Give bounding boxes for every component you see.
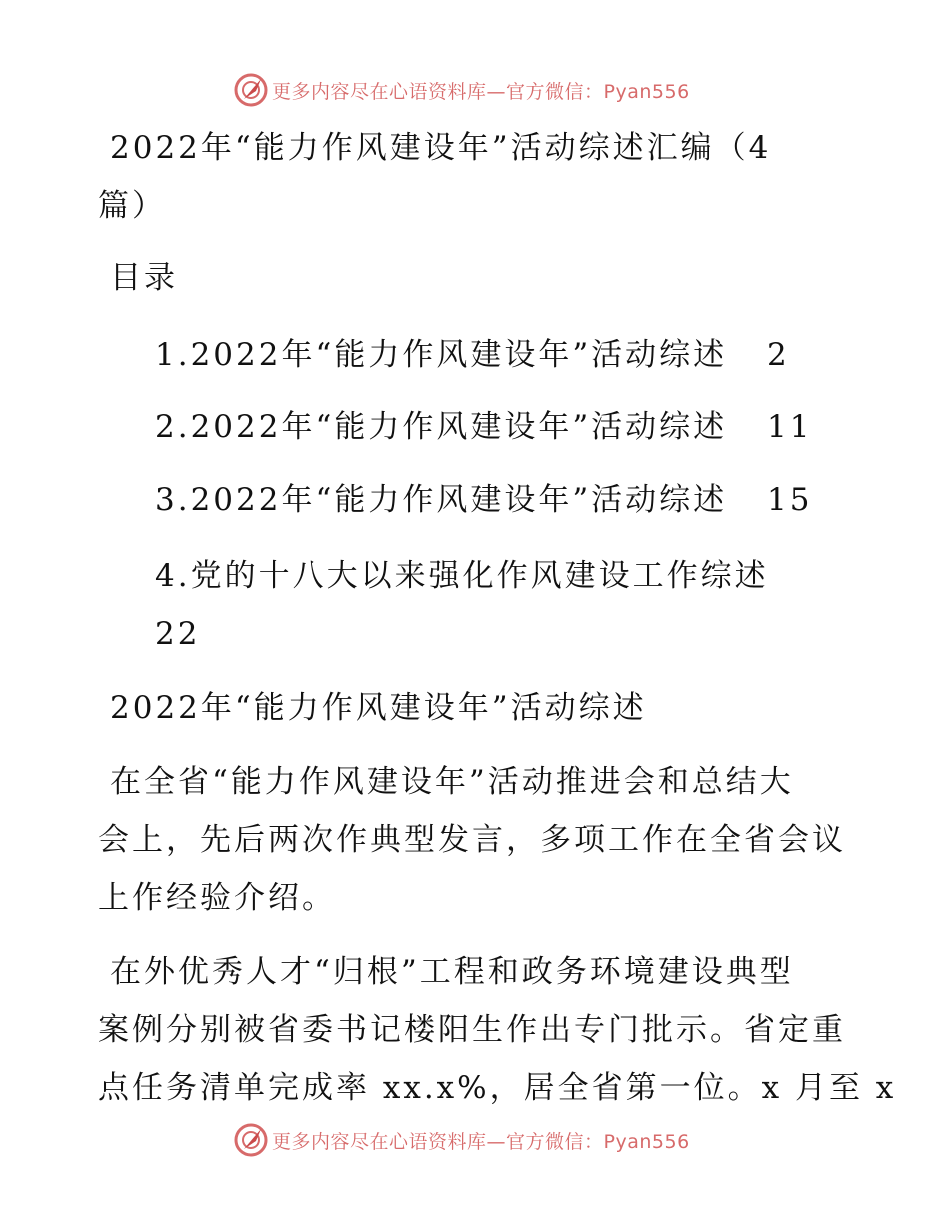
paragraph-line: 在外优秀人才“归根”工程和政务环境建设典型	[110, 954, 794, 990]
toc-item-page: 11	[767, 409, 813, 445]
watermark-footer	[234, 1122, 690, 1158]
doc-title-line-1: 2022年“能力作风建设年”活动综述汇编（4	[110, 130, 772, 166]
toc-item	[155, 407, 945, 447]
paragraph-line: 案例分别被省委书记楼阳生作出专门批示。省定重	[98, 1012, 846, 1048]
toc-item-page: 15	[767, 482, 813, 518]
toc-item-page: 22	[155, 616, 201, 652]
watermark-text: 更多内容尽在心语资料库—官方微信：Pyan556	[272, 80, 690, 103]
section-title: 2022年“能力作风建设年”活动综述	[110, 690, 647, 726]
toc-item-text: 2.2022年“能力作风建设年”活动综述	[155, 409, 728, 445]
paragraph-line: 上作经验介绍。	[98, 880, 336, 916]
toc-item-text: 1.2022年“能力作风建设年”活动综述	[155, 337, 728, 373]
paragraph-line: 在全省“能力作风建设年”活动推进会和总结大	[110, 764, 794, 800]
toc-item-text: 3.2022年“能力作风建设年”活动综述	[155, 482, 728, 518]
watermark-text: 更多内容尽在心语资料库—官方微信：Pyan556	[272, 1130, 690, 1153]
quill-logo-icon	[234, 1123, 268, 1157]
toc-item-page: 2	[767, 337, 790, 373]
toc-item-text: 4.党的十八大以来强化作风建设工作综述	[155, 558, 769, 594]
doc-title-line-2: 篇）	[98, 188, 166, 224]
paragraph-line: 会上，先后两次作典型发言，多项工作在全省会议	[98, 822, 846, 858]
toc-item	[155, 480, 945, 520]
watermark-header	[234, 72, 690, 108]
toc-item	[155, 335, 945, 375]
quill-logo-icon	[234, 73, 268, 107]
paragraph-line: 点任务清单完成率 xx.x%，居全省第一位。x 月至 x	[98, 1070, 897, 1106]
toc-heading: 目录	[110, 260, 178, 296]
